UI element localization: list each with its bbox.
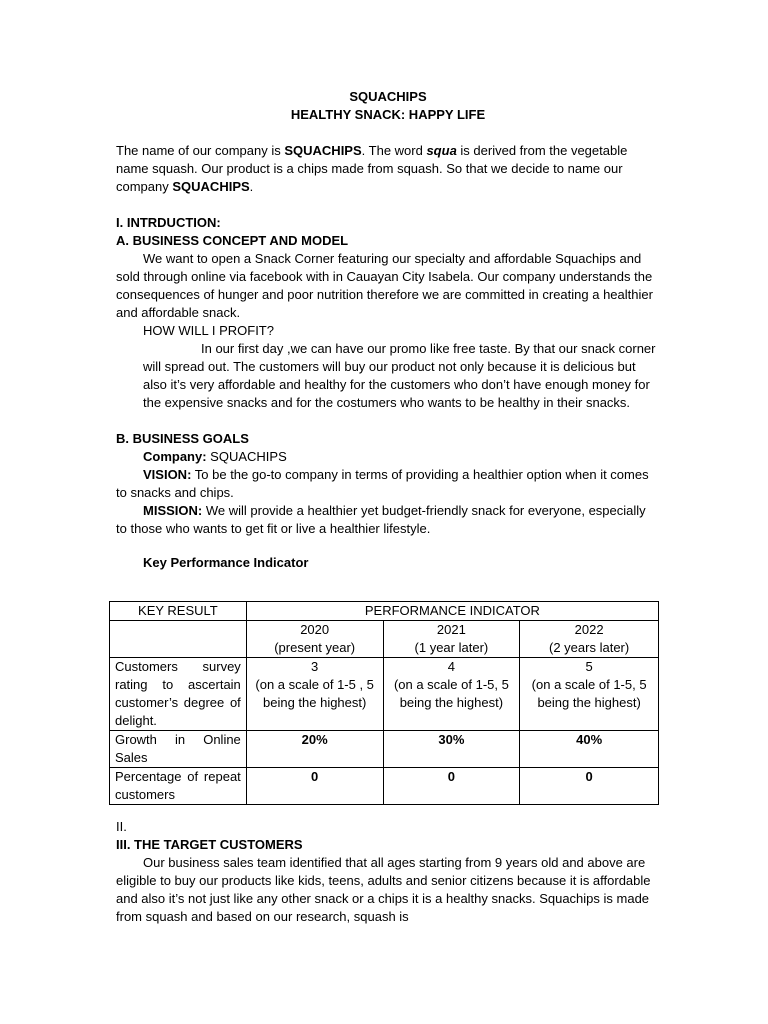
section-number: II. [116,819,127,834]
intro-text: is derived from the vegetable name squash. Our product is a chips made from squash. So that we decide to name our company [116,143,628,194]
target-customers-heading: III. THE TARGET CUSTOMERS [116,837,303,852]
company-line [116,448,660,466]
company-name: SQUACHIPS [284,143,362,158]
value: 3 [311,659,319,674]
kpi-title: Key Performance Indicator [143,555,309,570]
document-body [116,88,660,572]
header-key-result: KEY RESULT [110,602,247,621]
company-value: SQUACHIPS [206,449,287,464]
section-heading: I. INTRDUCTION: [116,215,221,230]
vision-paragraph [116,466,660,502]
value-note: (on a scale of 1-5, 5 being the highest) [393,677,509,710]
concept-paragraph: We want to open a Snack Corner featuring our specialty and affordable Squachips and sold through online via facebook with in Cauayan City Isabela. Our company understands the consequences of hunger and poor nutrition therefore we are committed in creating a healthier and affordable snack. [116,251,653,320]
company-label: Company: [143,449,207,464]
table-row [110,768,659,805]
goals-heading: B. BUSINESS GOALS [116,431,249,446]
year-note: (present year) [274,640,356,655]
table-cell [110,621,247,658]
row-label: Growth in Online Sales [110,731,247,768]
word-squa: squa [426,143,457,158]
year-cell [246,621,383,658]
mission-label: MISSION: [143,503,203,518]
document-subtitle: HEALTHY SNACK: HAPPY LIFE [290,107,486,122]
intro-text: The name of our company is [116,143,285,158]
value-cell: 30% [383,731,520,768]
value: 4 [447,659,455,674]
year-note: (2 years later) [549,640,630,655]
year-label: 2020 [300,622,330,637]
header-performance-indicator: PERFORMANCE INDICATOR [246,602,658,621]
profit-question: HOW WILL I PROFIT? [143,323,274,338]
year-note: (1 year later) [414,640,489,655]
target-customers-paragraph: Our business sales team identified that all ages starting from 9 years old and above are eligible to buy our products like kids, teens, adults and senior citizens because it is affordable and also it’s not just like any other snack or a chips it is a healthy snacks. Squachips is made from squash and based on our research, squash is [116,855,651,924]
value-cell: 0 [246,768,383,805]
value-cell: 20% [246,731,383,768]
value-cell [246,658,383,731]
row-label: Percentage of repeat customers [110,768,247,805]
table-header-row [110,602,659,621]
value-cell [383,658,520,731]
year-label: 2022 [574,622,604,637]
row-label: Customers survey rating to ascertain customer’s degree of delight. [110,658,247,731]
intro-text: . The word [361,143,427,158]
value-cell: 40% [520,731,659,768]
vision-value: To be the go-to company in terms of providing a healthier option when it comes to snacks and chips. [116,467,649,500]
subsection-heading: A. BUSINESS CONCEPT AND MODEL [116,233,349,248]
mission-value: We will provide a healthier yet budget-friendly snack for everyone, especially to those who wants to get fit or live a healthier lifestyle. [116,503,646,536]
year-cell [520,621,659,658]
year-cell [383,621,520,658]
value-cell [520,658,659,731]
table-row [110,658,659,731]
target-customers-section [116,818,660,926]
value-cell: 0 [383,768,520,805]
intro-text: . [249,179,254,194]
year-label: 2021 [436,622,466,637]
company-name: SQUACHIPS [172,179,250,194]
value-note: (on a scale of 1-5 , 5 being the highest) [255,677,374,710]
kpi-table [109,601,659,805]
mission-paragraph [116,502,660,538]
intro-paragraph [116,142,660,196]
vision-label: VISION: [143,467,192,482]
document-title: SQUACHIPS [349,89,427,104]
table-row-years [110,621,659,658]
profit-paragraph: In our first day ,we can have our promo like free taste. By that our snack corner will spread out. The customers will buy our product not only because it is delicious but also it’s very affordable and healthy for the customers who don’t have enough money for the expensive snacks and for the costumers who wants to be healthy in their snacks. [143,341,656,410]
table-row [110,731,659,768]
value: 5 [585,659,593,674]
value-note: (on a scale of 1-5, 5 being the highest) [531,677,647,710]
value-cell: 0 [520,768,659,805]
